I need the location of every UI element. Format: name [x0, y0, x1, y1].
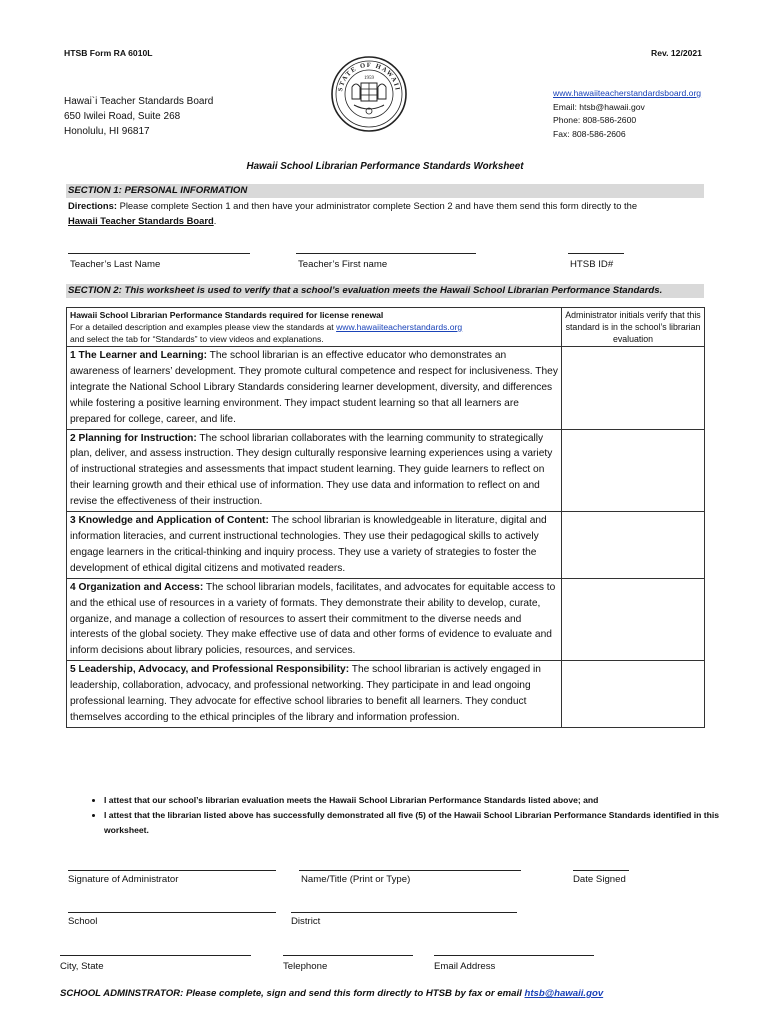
email-address-label: Email Address	[434, 961, 496, 972]
contact-email: Email: htsb@hawaii.gov	[553, 101, 645, 112]
standard-1-initials[interactable]	[562, 347, 705, 430]
table-header-row	[67, 308, 705, 347]
standard-1-cell	[67, 347, 562, 430]
first-name-label: Teacher’s First name	[298, 259, 388, 270]
telephone-label: Telephone	[283, 961, 328, 972]
standard-5-cell	[67, 661, 562, 728]
standard-3-cell	[67, 512, 562, 579]
standards-website-link[interactable]: www.hawaiiteacherstandards.org	[336, 322, 463, 332]
date-signed-label: Date Signed	[573, 874, 626, 885]
standard-4-text: The school librarian models, facilitates, and advocates for equitable access to and the ethical use of resources in a variety of formats. They demonstrate their ability to develop, curate, organize, and manage a collection of resources to assert their commitment to the diverse needs and interests of the global society. They make effective use of data and other forms of evidence to evaluate and inform decisions about library policies, resources, and services.	[70, 581, 556, 657]
htsb-link[interactable]: Hawaii Teacher Standards Board	[68, 215, 214, 226]
first-name-line[interactable]	[296, 253, 476, 254]
email-address-line[interactable]	[434, 955, 594, 956]
footer-email-link[interactable]: htsb@hawaii.gov	[524, 988, 604, 999]
seal-text: STATE OF HAWAII	[337, 61, 401, 92]
directions-end: .	[213, 215, 217, 226]
table-header-title: Hawaii School Librarian Performance Standards required for license renewal	[70, 310, 384, 320]
telephone-line[interactable]	[283, 955, 413, 956]
standard-1-text: The school librarian is an effective educator who demonstrates an awareness of learners’ development. They promote cultural competence and respect for inclusiveness. They integrate the National School Library Standards considering learner development, diversity, and differences while fostering a positive learning environment. They impact student learning so that all learners are prepared for college, career, and life.	[70, 350, 558, 425]
district-line[interactable]	[291, 912, 517, 913]
state-seal-icon	[330, 55, 408, 133]
standard-3-title: 3 Knowledge and Application of Content:	[70, 515, 269, 527]
table-row	[67, 578, 705, 661]
table-header-line2: For a detailed description and examples please view the standards at	[70, 322, 337, 332]
org-name: Hawai`i Teacher Standards Board	[64, 96, 214, 107]
admin-signature-line[interactable]	[68, 870, 276, 871]
city-state-label: City, State	[60, 961, 104, 972]
revision-date: Rev. 12/2021	[651, 48, 702, 58]
section-2-heading: SECTION 2: This worksheet is used to verify that a school’s evaluation meets the Hawaii School Librarian Performance Standards.	[66, 284, 704, 298]
table-row	[67, 661, 705, 728]
last-name-line[interactable]	[68, 253, 250, 254]
htsb-id-line[interactable]	[568, 253, 624, 254]
page-title: Hawaii School Librarian Performance Standards Worksheet	[246, 161, 524, 172]
table-row	[67, 347, 705, 430]
contact-phone: Phone: 808-586-2600	[553, 115, 637, 125]
standard-5-title: 5 Leadership, Advocacy, and Professional Responsibility:	[70, 664, 350, 676]
org-address-block	[64, 94, 213, 139]
date-signed-line[interactable]	[573, 870, 629, 871]
section-1-directions	[68, 198, 668, 228]
standard-1-title: 1 The Learner and Learning:	[70, 350, 207, 361]
admin-signature-label: Signature of Administrator	[68, 874, 179, 885]
section-1-heading: SECTION 1: PERSONAL INFORMATION	[66, 184, 704, 198]
attestation-1: • I attest that our school’s librarian evaluation meets the Hawaii School Librarian Performance Standards listed above; and	[104, 793, 724, 808]
standard-2-text: The school librarian collaborates with the learning community to strategically plan, deliver, and assess instruction. They design culturally responsive learning experiences using a variety of instructional strategies and assessments that impact student learning. They guide learners to reflect on their learning growth and their ethical use of information. They use data and information to reflect on and revise the effectiveness of their instruction.	[70, 432, 553, 508]
standard-2-title: 2 Planning for Instruction:	[70, 432, 197, 444]
footer-text: SCHOOL ADMINSTRATOR: Please complete, sign and send this form directly to HTSB by fax or email	[60, 988, 525, 999]
school-label: School	[68, 916, 98, 927]
name-title-label: Name/Title (Print or Type)	[301, 874, 411, 885]
standard-5-text: The school librarian is actively engaged in leadership, collaboration, advocacy, and professional networking. They participate in and lead ongoing professional learning. They advocate for effective school libraries to benefit all learners. They conduct themselves according to the ethical principles of the library and information profession.	[70, 664, 541, 723]
address-line-1: 650 Iwilei Road, Suite 268	[64, 111, 181, 122]
standard-3-initials[interactable]	[562, 512, 705, 579]
form-id: HTSB Form RA 6010L	[64, 48, 153, 58]
table-header-line3: and select the tab for “Standards” to view videos and explanations.	[70, 334, 324, 344]
standard-2-cell	[67, 429, 562, 512]
standards-table	[66, 307, 705, 728]
contact-block	[553, 87, 701, 141]
seal-year: 1959	[364, 76, 374, 81]
directions-text: Please complete Section 1 and then have your administrator complete Section 2 and have them send this form directly to the	[116, 200, 638, 211]
contact-fax: Fax: 808-586-2606	[553, 128, 626, 139]
table-row	[67, 429, 705, 512]
district-label: District	[291, 916, 321, 927]
attestation-list	[82, 793, 724, 838]
school-line[interactable]	[68, 912, 276, 913]
standard-4-title: 4 Organization and Access:	[70, 581, 204, 593]
website-link[interactable]: www.hawaiiteacherstandardsboard.org	[553, 88, 702, 98]
standards-header-cell	[67, 308, 562, 347]
footer-instructions	[60, 988, 603, 999]
table-row	[67, 512, 705, 579]
initials-header-cell: Administrator initials verify that this standard is in the school’s librarian evaluation	[562, 308, 705, 347]
address-line-2: Honolulu, HI 96817	[64, 126, 150, 137]
name-title-line[interactable]	[299, 870, 521, 871]
standard-2-initials[interactable]	[562, 429, 705, 512]
standard-3-text: The school librarian is knowledgeable in literature, digital and information literacies, and current instructional technologies. They use their pedagogical skills to actively engage learners in the critical-thinking and inquiry process. They use a variety of strategies to foster the development of ethical digital citizens and motivated readers.	[70, 515, 547, 574]
city-state-line[interactable]	[60, 955, 251, 956]
htsb-id-label: HTSB ID#	[570, 259, 614, 270]
standard-5-initials[interactable]	[562, 661, 705, 728]
standard-4-initials[interactable]	[562, 578, 705, 661]
standard-4-cell	[67, 578, 562, 661]
attestation-2: • I attest that the librarian listed above has successfully demonstrated all five (5) of the Hawaii School Librarian Performance Standards identified in this worksheet.	[104, 808, 724, 838]
directions-label: Directions:	[68, 200, 117, 211]
last-name-label: Teacher’s Last Name	[70, 259, 161, 270]
